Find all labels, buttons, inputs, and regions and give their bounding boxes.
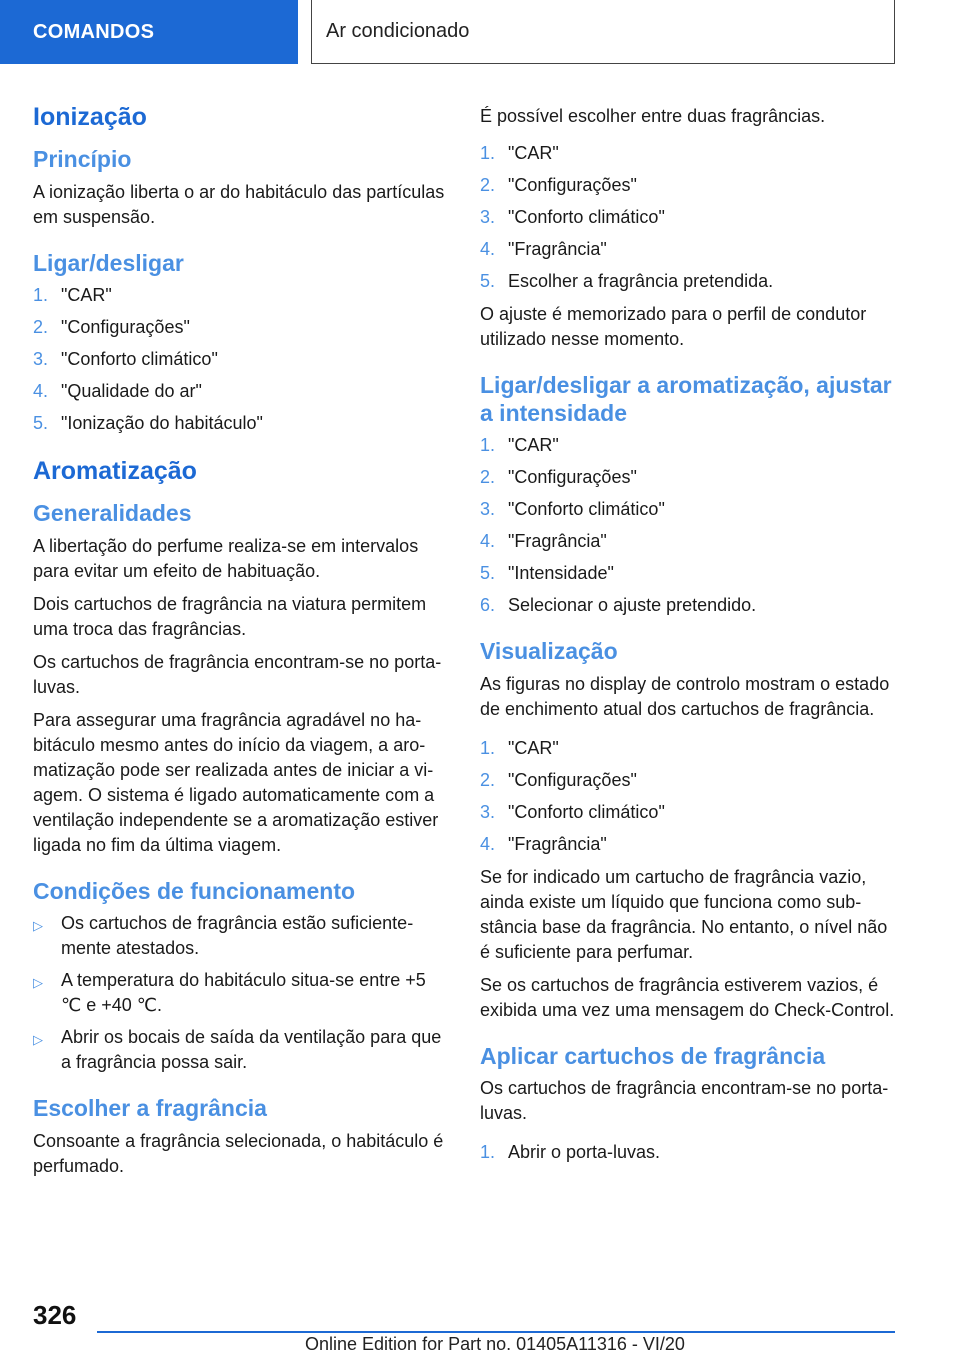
list-item: 3. "Conforto climático"	[33, 349, 218, 370]
principio-text: A ionização liberta o ar do habitáculo das partículas em suspensão.	[33, 181, 445, 227]
triangle-bullet-icon: ▷	[33, 1032, 43, 1048]
section-principio	[33, 146, 448, 230]
section-tab	[0, 0, 298, 64]
heading-generalidades: Generalidades	[33, 500, 192, 527]
page-number: 326	[33, 1300, 77, 1330]
condicoes-list	[33, 911, 448, 1075]
aplicar-steps	[480, 1140, 895, 1165]
list-item: 5. "Intensidade"	[480, 563, 614, 584]
section-ajuste	[480, 302, 895, 352]
paragraph: As figuras no display de controlo mostram o estado de enchimento atual dos cartuchos de fragrância.	[480, 673, 890, 719]
list-item: 3. "Conforto climático"	[480, 499, 665, 520]
list-item: ▷ Os cartuchos de fragrância estão suficientemente atestados.	[33, 911, 448, 961]
list-item: 4. "Fragrância"	[480, 833, 607, 854]
list-item: 3. "Conforto climático"	[480, 207, 665, 227]
section-aplicar	[480, 1043, 895, 1166]
paragraph: É possível escolher entre duas fragrâncias.	[480, 106, 826, 126]
list-item: 1. "CAR"	[480, 143, 559, 163]
heading-ionizacao: Ionização	[33, 103, 147, 131]
paragraph: Para assegurar uma fragrância agradável no habitáculo mesmo antes do início da viagem, a aromatização pode ser realizada antes de iniciar a viagem. O sistema é ligado automaticamente com a ventilação independente se a aromatização estiver ligada no fim da última viagem.	[33, 709, 439, 855]
section-ligar-desligar	[33, 250, 448, 437]
ligar-steps	[33, 283, 448, 436]
paragraph: Consoante a fragrância selecionada, o habitáculo é perfumado.	[33, 1130, 444, 1176]
heading-ligar-desligar: Ligar/desligar	[33, 249, 184, 276]
list-item: 4. "Qualidade do ar"	[33, 381, 202, 402]
paragraph: Os cartuchos de fragrância encontram-se no porta-luvas.	[33, 651, 442, 697]
heading-visualizacao: Visualização	[480, 638, 618, 665]
section-ligar-aroma	[480, 372, 895, 618]
section-title: COMANDOS	[33, 20, 155, 43]
list-item: 1. "CAR"	[480, 435, 559, 456]
paragraph: Dois cartuchos de fragrância na viatura permitem uma troca das fragrâncias.	[33, 593, 427, 639]
heading-principio: Princípio	[33, 146, 132, 172]
list-item: 5. "Ionização do habitáculo"	[33, 413, 263, 434]
paragraph: Se os cartuchos de fragrância estiverem vazios, é exibida uma vez uma mensagem do Check-Control.	[480, 974, 895, 1020]
chapter-title: Ar condicionado	[326, 20, 470, 42]
triangle-bullet-icon: ▷	[33, 975, 43, 991]
paragraph: A libertação do perfume realiza-se em intervalos para evitar um efeito de habituação.	[33, 535, 419, 581]
list-item: 4. "Fragrância"	[480, 239, 607, 259]
paragraph: O ajuste é memorizado para o perfil de condutor utilizado nesse momento.	[480, 304, 867, 349]
paragraph: Os cartuchos de fragrância encontram-se no porta-luvas.	[480, 1078, 889, 1124]
list-item: 3. "Conforto climático"	[480, 801, 665, 822]
heading-aplicar: Aplicar cartuchos de fragrância	[480, 1042, 826, 1069]
section-escolher	[33, 1095, 448, 1179]
heading-condicoes: Condições de funcionamento	[33, 877, 356, 904]
heading-aromatizacao: Aromatização	[33, 457, 197, 486]
list-item: 1. Abrir o porta-luvas.	[480, 1142, 661, 1163]
section-visualizacao	[480, 638, 895, 1023]
edition-note: Online Edition for Part no. 01405A11316 - VI/20	[305, 1334, 685, 1354]
list-item: 1. "CAR"	[33, 285, 112, 306]
visualizacao-steps	[480, 736, 895, 857]
left-column	[33, 98, 448, 1199]
list-item: 6. Selecionar o ajuste pretendido.	[480, 595, 757, 616]
section-generalidades	[33, 500, 448, 858]
heading-escolher: Escolher a fragrância	[33, 1095, 267, 1122]
heading-ligar-aroma: Ligar/desligar a aromatização, ajustar a intensidade	[480, 372, 892, 426]
section-condicoes	[33, 878, 448, 1076]
list-item: ▷ A temperatura do habitáculo situa-se entre +5 ℃ e +40 ℃.	[33, 968, 448, 1018]
triangle-bullet-icon: ▷	[33, 918, 43, 934]
list-item: ▷ Abrir os bocais de saída da ventilação para que a fragrância possa sair.	[33, 1025, 448, 1075]
escolher-steps	[480, 141, 895, 294]
list-item: 2. "Configurações"	[480, 769, 637, 790]
footer-divider	[97, 1331, 895, 1333]
list-item: 2. "Configurações"	[480, 467, 637, 488]
chapter-tab	[311, 0, 895, 64]
list-item: 2. "Configurações"	[480, 175, 637, 195]
list-item: 2. "Configurações"	[33, 317, 190, 338]
list-item: 1. "CAR"	[480, 737, 559, 758]
right-column	[480, 98, 895, 1185]
ligar-aroma-steps	[480, 433, 895, 618]
list-item: 4. "Fragrância"	[480, 531, 607, 552]
list-item: 5. Escolher a fragrância pretendida.	[480, 271, 774, 291]
paragraph: Se for indicado um cartucho de fragrância vazio, ainda existe um líquido que funciona como substância base da fragrância. No entanto, o nível não é suficiente para perfumar.	[480, 866, 888, 962]
